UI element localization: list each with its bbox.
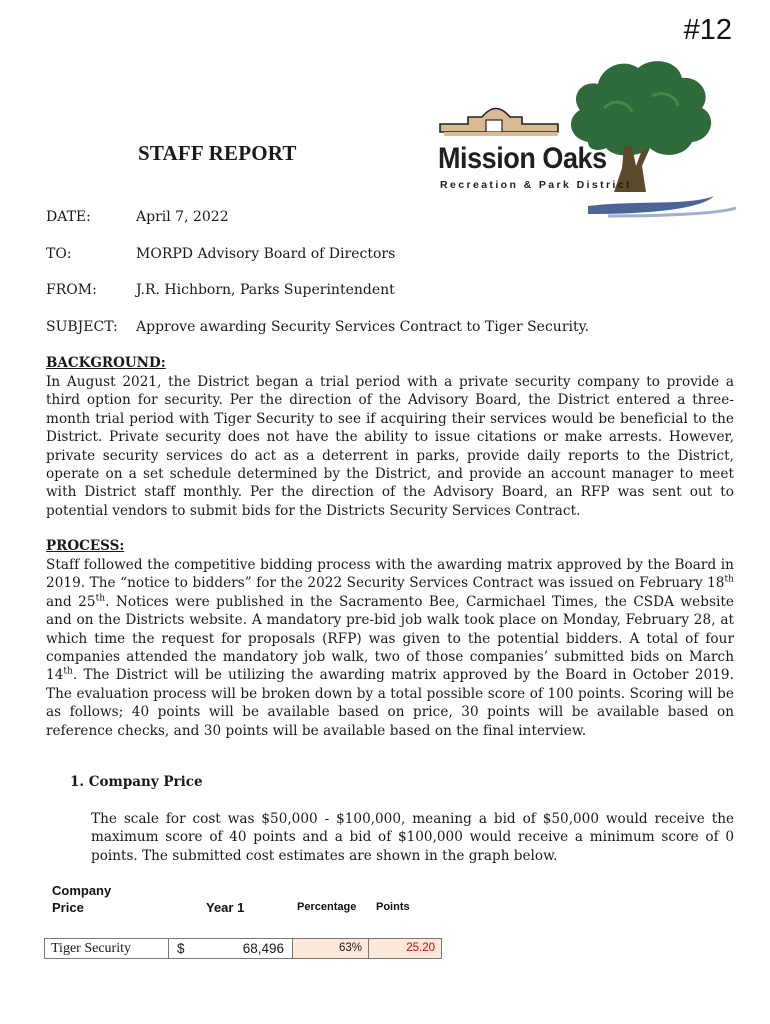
cell-year1-amount: 68,496	[242, 941, 284, 956]
column-header-points: Points	[376, 901, 410, 913]
subject-value: Approve awarding Security Services Contract to Tiger Security.	[136, 319, 590, 335]
table-title-line1: Company	[52, 883, 112, 898]
cell-currency: $	[177, 941, 185, 956]
subject-label: SUBJECT:	[46, 319, 118, 335]
cell-points: 25.20	[369, 939, 441, 958]
table-title-line2: Price	[52, 900, 84, 915]
logo-name: Mission Oaks	[438, 142, 607, 175]
cell-percentage: 63%	[293, 939, 369, 958]
process-text-1: Staff followed the competitive bidding process with the awarding matrix approved by the Board in 2019. The “notice to bidders” for the 2022 Security Services Contract was issued on February 18	[46, 557, 734, 592]
column-header-year1: Year 1	[206, 900, 245, 915]
mission-oaks-logo	[438, 54, 740, 222]
background-paragraph: In August 2021, the District began a trial period with a private security company to provide a third option for security. Per the direction of the Advisory Board, the District entered a three-month trial period with Tiger Security to see if acquiring their services would be beneficial to the District. Private security does not have the ability to issue citations or make arrests. However, private security services do act as a deterrent in parks, provide daily reports to the District, operate on a set schedule determined by the District, and provide an account manager to meet with District staff monthly. Per the direction of the Advisory Board, an RFP was sent out to potential vendors to submit bids for the Districts Security Services Contract.	[46, 374, 734, 519]
process-paragraph	[46, 556, 734, 740]
logo-graphic	[438, 54, 740, 222]
report-title: STAFF REPORT	[138, 141, 297, 165]
process-sup-1: th	[724, 574, 734, 585]
date-label: DATE:	[46, 209, 91, 225]
process-text-4: . The District will be utilizing the awarding matrix approved by the Board in October 2019. The evaluation process will be broken down by a total possible score of 100 points. Scoring will be as follows; 40 points will be available based on price, 30 points will be available based on reference checks, and 30 points will be available based on the final interview.	[46, 667, 734, 739]
item-number: #12	[683, 14, 732, 46]
company-price-heading: 1. Company Price	[70, 774, 203, 790]
cell-year1	[169, 939, 293, 958]
from-label: FROM:	[46, 282, 97, 298]
logo-subtitle: Recreation & Park District	[440, 179, 632, 191]
process-sup-2: th	[95, 593, 106, 604]
company-price-paragraph: The scale for cost was $50,000 - $100,000, meaning a bid of $50,000 would receive the maximum score of 40 points and a bid of $100,000 would receive a minimum score of 0 points. The submitted cost estimates are shown in the graph below.	[91, 811, 734, 864]
table-row	[44, 938, 442, 959]
date-value: April 7, 2022	[136, 209, 229, 225]
to-label: TO:	[46, 246, 72, 262]
process-sup-3: th	[63, 666, 73, 677]
process-heading: PROCESS:	[46, 538, 125, 554]
from-value: J.R. Hichborn, Parks Superintendent	[136, 282, 395, 298]
background-heading: BACKGROUND:	[46, 355, 166, 371]
cell-company: Tiger Security	[45, 939, 169, 958]
to-value: MORPD Advisory Board of Directors	[136, 246, 396, 262]
process-text-3: . Notices were published in the Sacramento Bee, Carmichael Times, the CSDA website and on the Districts website. A mandatory pre-bid job walk took place on Monday, February 28, at which time the request for proposals (RFP) was given to the potential bidders. A total of four companies attended the mandatory job walk, two of those companies’ submitted bids on March 14	[46, 593, 734, 684]
process-text-2: and 25	[46, 593, 96, 610]
column-header-percentage: Percentage	[297, 901, 357, 913]
